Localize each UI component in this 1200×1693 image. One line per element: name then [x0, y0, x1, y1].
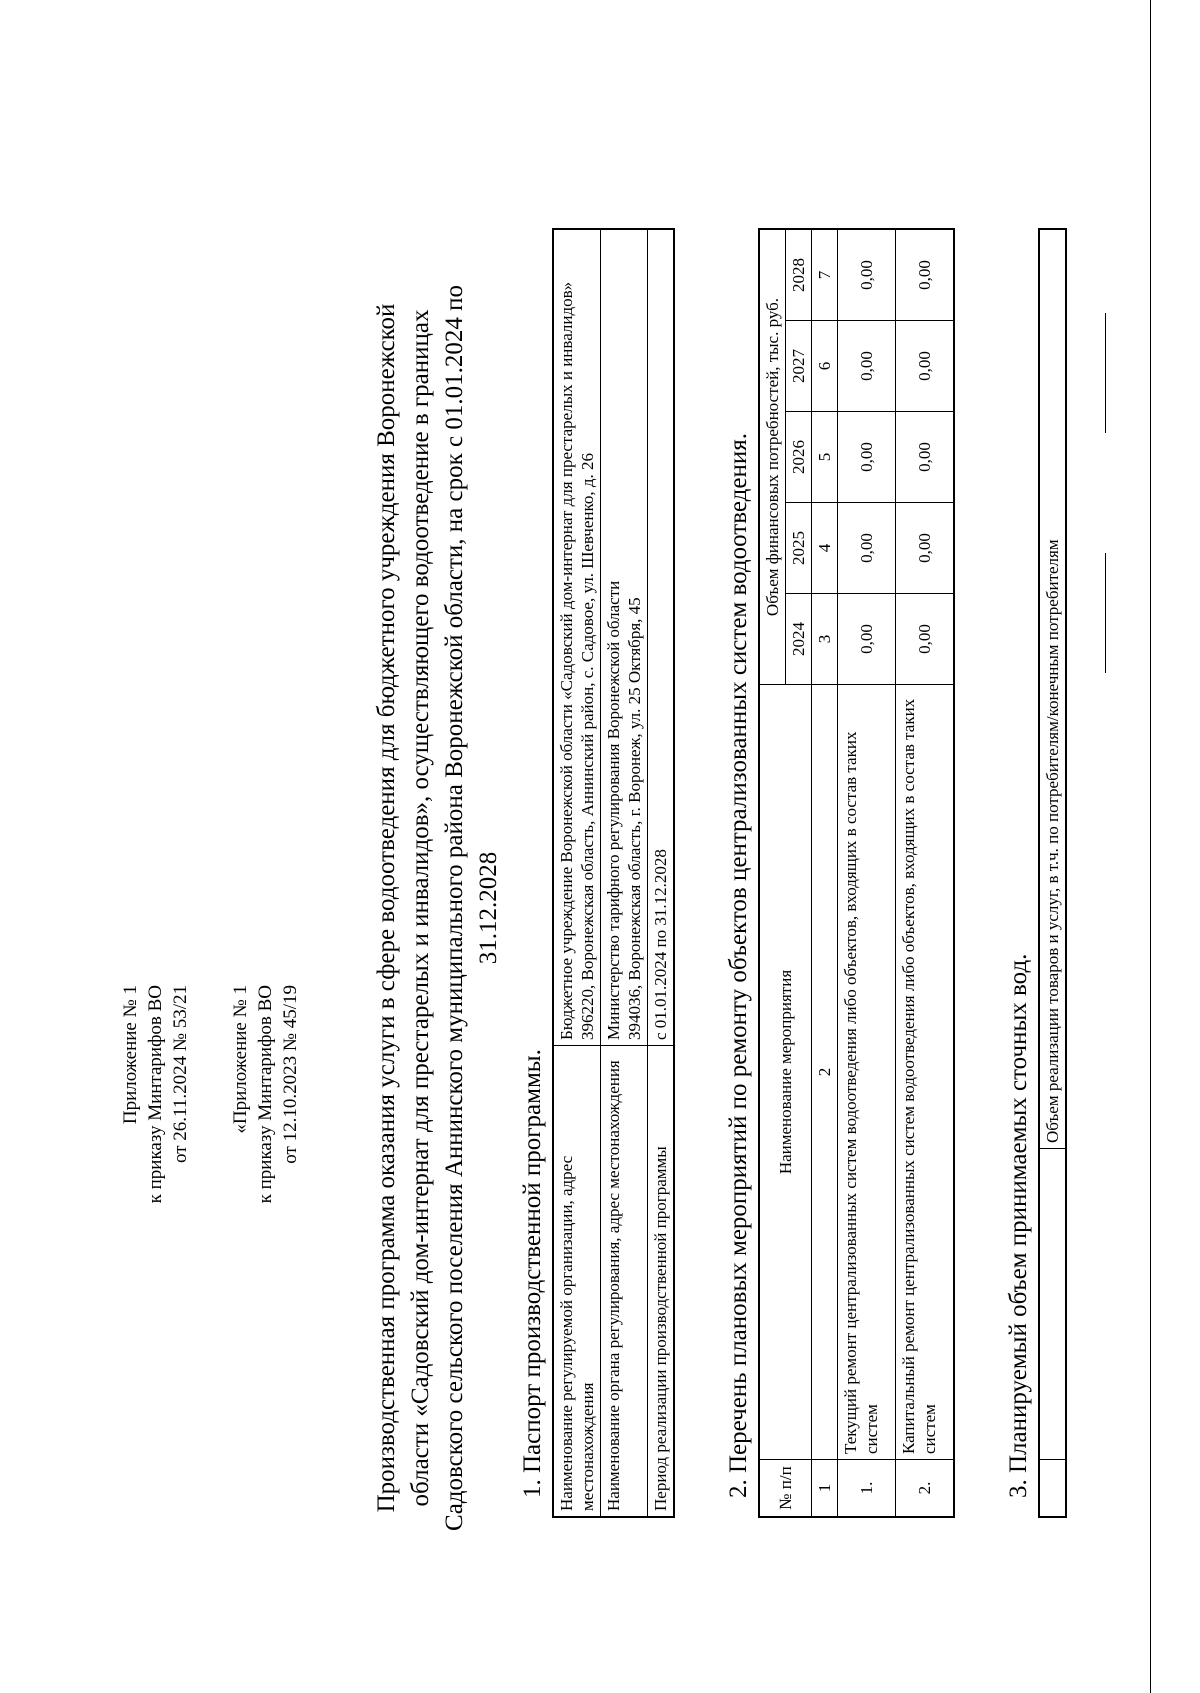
- appendix-stamp-current: [118, 985, 193, 1203]
- column-number: 3: [812, 594, 838, 685]
- cell-line: с 01.01.2024 по 31.12.2028: [651, 849, 670, 1040]
- header-cell-year: 2024: [786, 594, 812, 685]
- value-cell: 0,00: [838, 412, 896, 503]
- appendix-line: к приказу Минтарифов ВО: [255, 985, 276, 1204]
- cell-line: 396220, Воронежская область, Аннинский район, с. Садовое, ул. Шевченко, д. 26: [578, 452, 597, 1040]
- row-number: 2.: [896, 1460, 954, 1518]
- header-cell-volume: Объем реализации товаров и услуг, в т.ч. по потребителям/конечным потребителям: [1039, 229, 1066, 1149]
- section-3-heading: 3. Планируемый объем принимаемых сточных вод.: [1005, 953, 1032, 1498]
- title-line: области «Садовский дом-интернат для престарелых и инвалидов», осуществляющего водоотведение в границах: [407, 309, 434, 1507]
- section-2-heading: 2. Перечень плановых мероприятий по ремонту объектов централизованных систем водоотведения.: [725, 433, 752, 1498]
- wastewater-table: [1038, 228, 1067, 1518]
- table-header-row: [759, 229, 786, 1517]
- value-cell: 0,00: [896, 503, 954, 594]
- value-cell: 0,00: [838, 321, 896, 412]
- value-cell: 0,00: [838, 229, 896, 321]
- table-header-row: [1039, 229, 1066, 1517]
- table-cell: [648, 229, 675, 1046]
- column-number: 7: [812, 229, 838, 321]
- header-cell-year: 2026: [786, 412, 812, 503]
- value-cell: 0,00: [896, 412, 954, 503]
- scan-edge-mark: [1105, 553, 1106, 673]
- value-cell: 0,00: [896, 321, 954, 412]
- measure-name: Капитальный ремонт централизованных систем водоотведения либо объектов, входящих в состав таких систем: [896, 685, 954, 1460]
- scan-edge-mark: [1105, 313, 1106, 433]
- column-number-row: [812, 229, 838, 1517]
- value-cell: 0,00: [896, 229, 954, 321]
- title-line: 31.12.2028: [475, 851, 502, 965]
- row-number: 1.: [838, 1460, 896, 1518]
- header-cell-year: 2027: [786, 321, 812, 412]
- appendix-line: от 26.11.2024 № 53/21: [170, 985, 191, 1164]
- value-cell: 0,00: [838, 503, 896, 594]
- column-number: 2: [812, 685, 838, 1460]
- header-cell-number: № п/п: [759, 1460, 812, 1518]
- document-title: [370, 273, 506, 1543]
- table-cell: [601, 229, 648, 1046]
- table-row: [896, 229, 954, 1517]
- header-cell-volume: Объем финансовых потребностей, тыс. руб.: [759, 229, 786, 685]
- table-row: [553, 229, 601, 1517]
- table-cell: Наименование органа регулирования, адрес местонахождения: [601, 1046, 648, 1518]
- appendix-line: Приложение № 1: [120, 985, 141, 1125]
- column-number: 5: [812, 412, 838, 503]
- column-number: 1: [812, 1460, 838, 1518]
- measure-name: Текущий ремонт централизованных систем водоотведения либо объектов, входящих в состав таких систем: [838, 685, 896, 1460]
- table-row: [838, 229, 896, 1517]
- header-cell-year: 2028: [786, 229, 812, 321]
- column-number: 4: [812, 503, 838, 594]
- table-row: [648, 229, 675, 1517]
- appendix-line: от 12.10.2023 № 45/19: [280, 985, 301, 1164]
- title-line: Производственная программа оказания услуги в сфере водоотведения для бюджетного учреждения Воронежской: [373, 303, 400, 1513]
- header-cell-year: 2025: [786, 503, 812, 594]
- column-number: 6: [812, 321, 838, 412]
- appendix-stamp-previous: [228, 985, 303, 1203]
- title-line: Садовского сельского поселения Аннинского муниципального района Воронежской области, на срок с 01.01.2024 по: [441, 285, 468, 1531]
- scan-edge-line: [1150, 0, 1151, 1693]
- appendix-line: «Приложение № 1: [230, 985, 251, 1134]
- section-1-heading: 1. Паспорт производственной программы.: [519, 1049, 546, 1498]
- header-cell-name: Наименование мероприятия: [759, 685, 812, 1460]
- header-cell-number: [1039, 1460, 1066, 1518]
- table-cell: Период реализации производственной программы: [648, 1046, 675, 1518]
- value-cell: 0,00: [896, 594, 954, 685]
- header-cell-name: [1039, 1149, 1066, 1460]
- value-cell: 0,00: [838, 594, 896, 685]
- cell-line: Министерство тарифного регулирования Воронежской области: [604, 580, 623, 1040]
- appendix-line: к приказу Минтарифов ВО: [145, 985, 166, 1204]
- cell-line: 394036, Воронежская область, г. Воронеж, ул. 25 Октября, 45: [625, 597, 644, 1040]
- table-cell: [553, 229, 601, 1046]
- table-cell: Наименование регулируемой организации, адрес местонахождения: [553, 1046, 601, 1518]
- cell-line: Бюджетное учреждение Воронежской области «Садовский дом-интернат для престарелых и инвалидов»: [557, 281, 576, 1040]
- passport-table: [552, 228, 675, 1518]
- measures-table: [758, 228, 955, 1518]
- table-row: [601, 229, 648, 1517]
